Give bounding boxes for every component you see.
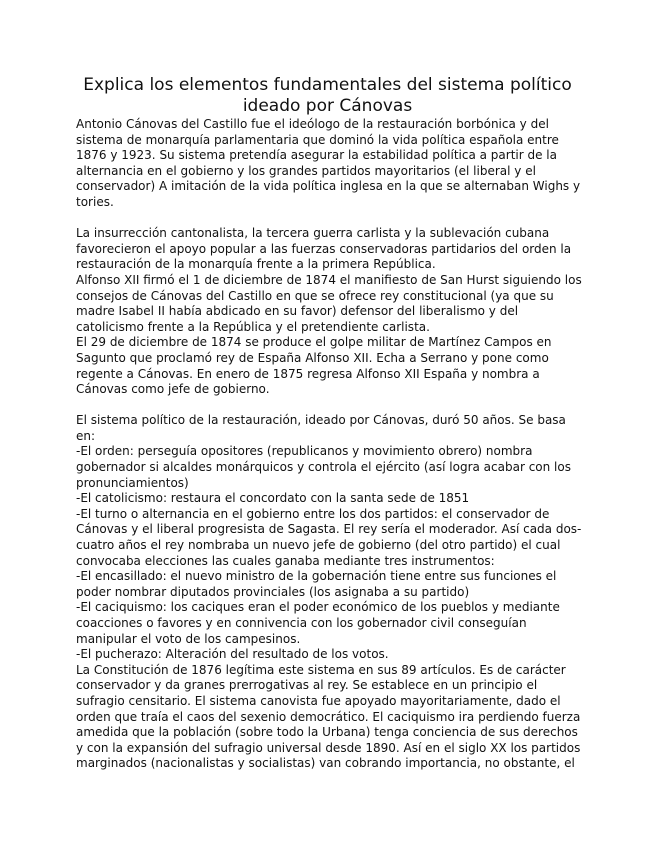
paragraph-line: convocaba elecciones las cuales ganaba mediante tres instrumentos: [76, 553, 495, 568]
paragraph-line: en: [76, 428, 96, 443]
paragraph-line: El sistema político de la restauración, ideado por Cánovas, duró 50 años. Se basa [76, 413, 566, 428]
paragraph-line: regente a Cánovas. En enero de 1875 regresa Alfonso XII España y nombra a [76, 366, 540, 381]
paragraph-line: conservador y da granes prerrogativas al rey. Se establece en un principio el [76, 678, 538, 693]
paragraph-line: cuatro años el rey nombraba un nuevo jefe de gobierno (del otro partido) el cual [76, 538, 561, 553]
paragraph-line: poder nombrar diputados provinciales (los asignaba a su partido) [76, 584, 470, 599]
paragraph-line: catolicismo frente a la República y el pretendiente carlista. [76, 319, 430, 334]
paragraph-line: orden que traía el caos del sexenio democrático. El caciquismo ira perdiendo fuerza [76, 709, 581, 724]
paragraph-line: Alfonso XII firmó el 1 de diciembre de 1874 el manifiesto de San Hurst siguiendo los [76, 272, 582, 287]
paragraph-line: 1876 y 1923. Su sistema pretendía asegurar la estabilidad política a partir de la [76, 148, 557, 163]
paragraph [76, 117, 581, 211]
paragraph-line: Antonio Cánovas del Castillo fue el ideólogo de la restauración borbónica y del [76, 117, 549, 131]
paragraph-line: y con la expansión del sufragio universal desde 1890. Así en el siglo XX los partidos [76, 740, 581, 755]
paragraph-line: Sagunto que proclamó rey de España Alfonso XII. Echa a Serrano y pone como [76, 350, 549, 365]
paragraph-line: Cánovas como jefe de gobierno. [76, 382, 270, 397]
paragraph-line: -El turno o alternancia en el gobierno entre los dos partidos: el conservador de [76, 506, 550, 521]
paragraph-line: -El pucherazo: Alteración del resultado de los votos. [76, 647, 389, 662]
paragraph-line: manipular el voto de los campesinos. [76, 631, 301, 646]
paragraph [76, 413, 582, 772]
paragraph-line: tories. [76, 194, 114, 209]
paragraph-line: sistema de monarquía parlamentaria que dominó la vida política española entre [76, 132, 559, 147]
paragraph-line: La Constitución de 1876 legítima este sistema en sus 89 artículos. Es de carácter [76, 662, 566, 677]
paragraph-line: conservador) A imitación de la vida política inglesa en la que se alternaban Wighs y [76, 179, 581, 194]
paragraph-line: pronunciamientos) [76, 475, 189, 490]
paragraph-gap [76, 398, 576, 414]
paragraph-gap [76, 211, 576, 227]
paragraph-line: Cánovas y el liberal progresista de Sagasta. El rey sería el moderador. Así cada dos- [76, 522, 582, 537]
paragraph-line: alternancia en el gobierno y los grandes partidos mayoritarios (el liberal y el [76, 163, 536, 178]
title-line: Explica los elementos fundamentales del sistema político [83, 75, 572, 95]
paragraph-line: -El catolicismo: restaura el concordato con la santa sede de 1851 [76, 491, 470, 506]
paragraph-line: -El encasillado: el nuevo ministro de la gobernación tiene entre sus funciones el [76, 569, 557, 584]
paragraph-line: coacciones o favores y en connivencia con los gobernador civil conseguían [76, 616, 527, 630]
paragraph-line: El 29 de diciembre de 1874 se produce el golpe militar de Martínez Campos en [76, 335, 552, 350]
document-title [70, 75, 585, 117]
paragraph-line: La insurrección cantonalista, la tercera guerra carlista y la sublevación cubana [76, 226, 550, 241]
paragraph-line: madre Isabel II había abdicado en su favor) defensor del liberalismo y del [76, 304, 519, 319]
document-body [76, 117, 582, 772]
paragraph-line: -El caciquismo: los caciques eran el poder económico de los pueblos y mediante [76, 600, 560, 615]
paragraph-line: favorecieron el apoyo popular a las fuerzas conservadoras partidarios del orden la [76, 241, 572, 256]
paragraph-line: restauración de la monarquía frente a la primera República. [76, 257, 436, 272]
paragraph-line: marginados (nacionalistas y socialistas) van cobrando importancia, no obstante, el [76, 756, 575, 771]
paragraph-line: amedida que la población (sobre todo la Urbana) tenga conciencia de sus derechos [76, 725, 578, 740]
title-line: ideado por Cánovas [242, 96, 413, 116]
paragraph-line: gobernador si alcaldes monárquicos y controla el ejército (así logra acabar con los [76, 460, 571, 475]
paragraph-line: -El orden: perseguía opositores (republicanos y movimiento obrero) nombra [76, 444, 533, 459]
paragraph [76, 226, 582, 398]
paragraph-line: consejos de Cánovas del Castillo en que se ofrece rey constitucional (ya que su [76, 288, 554, 303]
paragraph-line: sufragio censitario. El sistema canovista fue apoyado mayoritariamente, dado el [76, 693, 561, 708]
